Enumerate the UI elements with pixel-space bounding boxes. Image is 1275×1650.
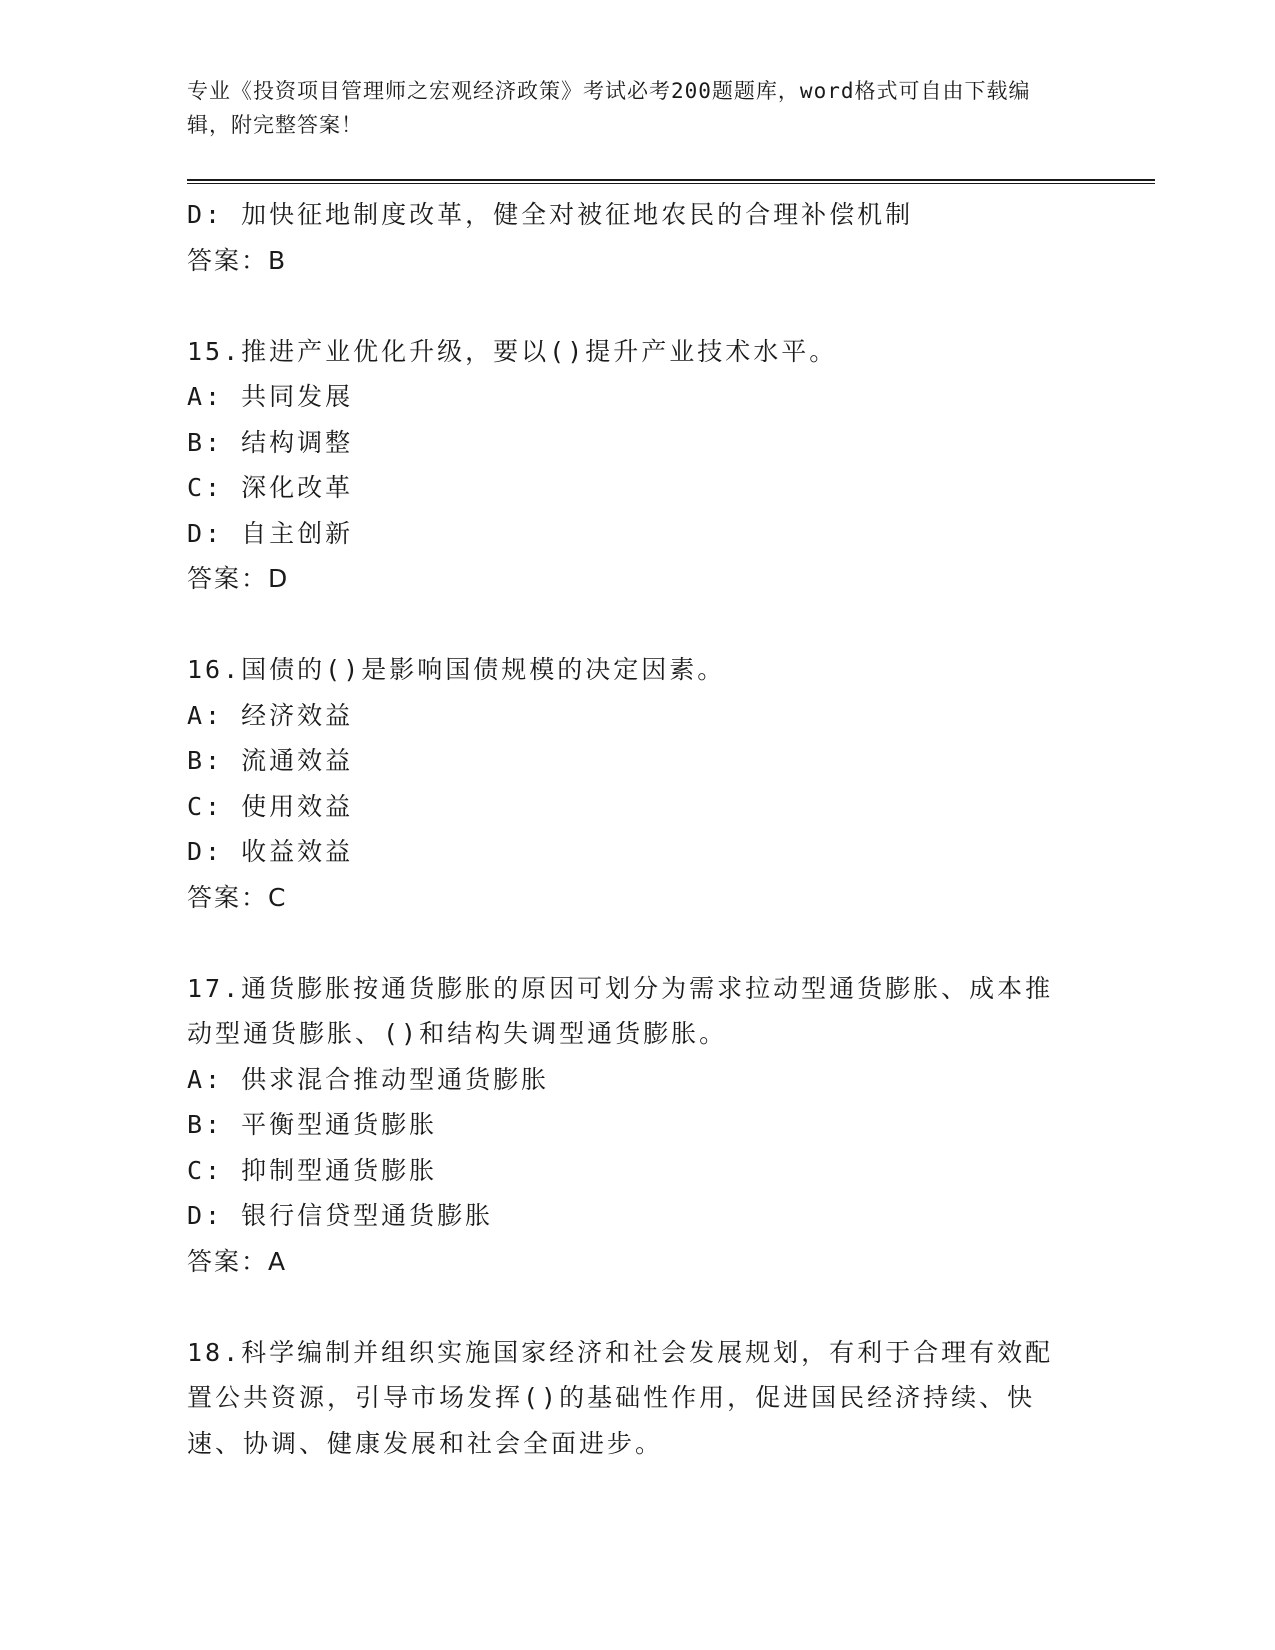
question-block-15 [187, 329, 1087, 602]
option-b: B: 流通效益 [187, 746, 354, 775]
header-divider [187, 179, 1155, 181]
question-list [187, 192, 1087, 1466]
spacer [187, 283, 1087, 329]
option-a: A: 供求混合推动型通货膨胀 [187, 1064, 550, 1094]
document-header: 专业《投资项目管理师之宏观经济政策》考试必考200题题库，word格式可自由下载编辑，附完整答案！ [187, 79, 1031, 137]
option-d: D: 收益效益 [187, 837, 354, 866]
question-stem: 15.推进产业优化升级，要以()提升产业技术水平。 [187, 336, 838, 366]
answer-line: 答案：C [187, 882, 288, 912]
header-divider-thin [187, 183, 1155, 184]
option-a: A: 经济效益 [187, 700, 354, 730]
option-c: C: 使用效益 [187, 791, 354, 821]
question-block-16 [187, 647, 1087, 920]
question-stem: 17.通货膨胀按通货膨胀的原因可划分为需求拉动型通货膨胀、成本推动型通货膨胀、()和结构失调型通货膨胀。 [187, 973, 1054, 1048]
question-stem: 16.国债的()是影响国债规模的决定因素。 [187, 655, 726, 684]
option-d: D: 银行信贷型通货膨胀 [187, 1201, 494, 1230]
question-stem: 18.科学编制并组织实施国家经济和社会发展规划，有利于合理有效配置公共资源，引导市场发挥()的基础性作用，促进国民经济持续、快速、协调、健康发展和社会全面进步。 [187, 1337, 1054, 1458]
spacer [187, 920, 1087, 966]
option-b: B: 平衡型通货膨胀 [187, 1110, 438, 1139]
answer-line: 答案：D [187, 564, 290, 593]
option-d: D: 自主创新 [187, 518, 354, 548]
question-block-18 [187, 1330, 1087, 1467]
option-c: C: 深化改革 [187, 473, 354, 502]
option-b: B: 结构调整 [187, 427, 354, 457]
option-a: A: 共同发展 [187, 382, 354, 411]
question-block-17 [187, 966, 1087, 1285]
answer-line: 答案：B [187, 245, 288, 275]
option-d: D: 加快征地制度改革，健全对被征地农民的合理补偿机制 [187, 200, 914, 229]
question-block-14 [187, 192, 1087, 283]
option-c: C: 抑制型通货膨胀 [187, 1155, 438, 1185]
answer-line: 答案：A [187, 1246, 288, 1276]
spacer [187, 602, 1087, 648]
spacer [187, 1284, 1087, 1330]
